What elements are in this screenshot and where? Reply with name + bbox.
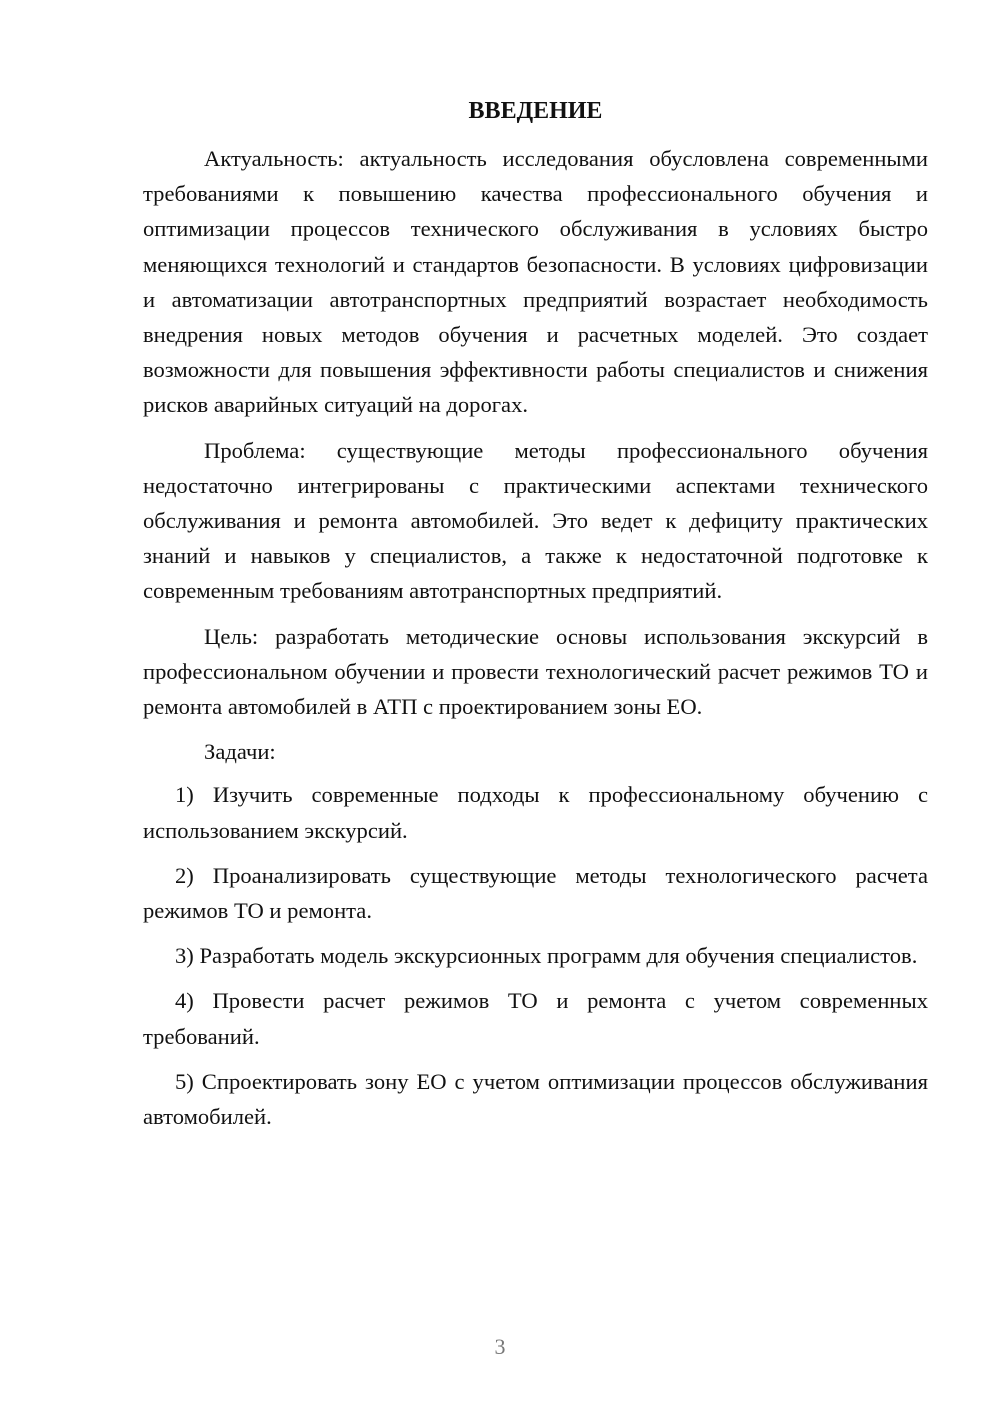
paragraph-relevance: Актуальность: актуальность исследования обусловлена современными требованиями к повышению качества профессионального обучения и оптимизации процессов технического обслуживания в условиях быстро меняющихся технологий и стандартов безопасности. В условиях цифровизации и автоматизации автотранспортных предприятий возрастает необходимость внедрения новых методов обучения и расчетных моделей. Это создает возможности для повышения эффективности работы специалистов и снижения рисков аварийных ситуаций на дорогах. <box>143 146 928 418</box>
paragraph-problem: Проблема: существующие методы профессионального обучения недостаточно интегрированы с практическими аспектами технического обслуживания и ремонта автомобилей. Это ведет к дефициту практических знаний и навыков у специалистов, а также к недостаточной подготовке к современным требованиям автотранспортных предприятий. <box>143 437 928 604</box>
paragraph-goal: Цель: разработать методические основы использования экскурсий в профессиональном обучении и провести технологический расчет режимов ТО и ремонта автомобилей в АТП с проектированием зоны ЕО. <box>143 623 928 720</box>
task-item-1: 1) Изучить современные подходы к профессиональному обучению с использованием экскурсий. <box>143 782 928 843</box>
tasks-label: Задачи: <box>204 739 276 765</box>
task-item-2: 2) Проанализировать существующие методы технологического расчета режимов ТО и ремонта. <box>143 862 928 924</box>
task-item-5: 5) Спроектировать зону ЕО с учетом оптимизации процессов обслуживания автомобилей. <box>143 1068 928 1130</box>
task-item-3: 3) Разработать модель экскурсионных программ для обучения специалистов. <box>175 943 918 969</box>
page-number: 3 <box>494 1334 506 1359</box>
document-page <box>143 94 928 1144</box>
section-title: ВВЕДЕНИЕ <box>468 98 603 124</box>
task-item-4: 4) Провести расчет режимов ТО и ремонта с учетом современных требований. <box>143 988 928 1049</box>
